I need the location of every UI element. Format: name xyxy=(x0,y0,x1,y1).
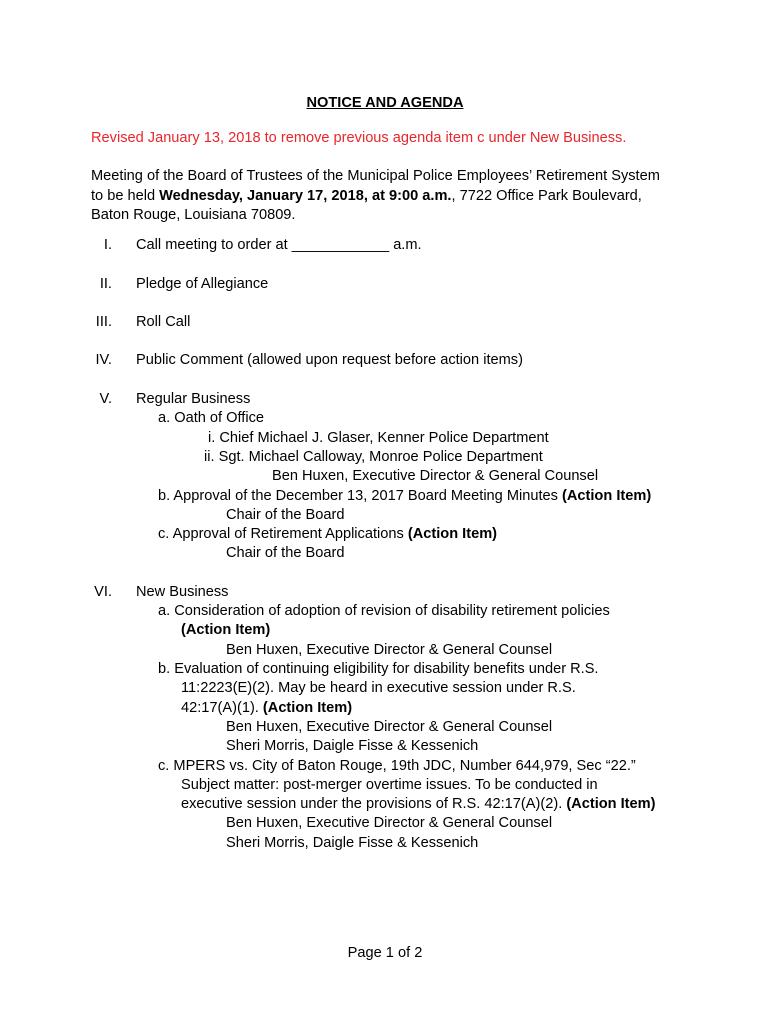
sub-item: c. MPERS vs. City of Baton Rouge, 19th JDC, Number 644,979, Sec “22.” xyxy=(158,758,636,774)
intro-address: , 7722 Office Park Boulevard, Baton Rouge, Louisiana 70809. xyxy=(91,187,642,223)
sub-item xyxy=(158,525,497,544)
sub-item-continued xyxy=(181,699,352,718)
presenter: Sheri Morris, Daigle Fisse & Kessenich xyxy=(226,738,479,754)
intro-text: Meeting of the Board of Trustees of the Municipal Police Employees’ Retirement System to be held xyxy=(91,168,660,204)
item-text: Roll Call xyxy=(136,314,191,330)
sub-sub-item: ii. Sgt. Michael Calloway, Monroe Police Department xyxy=(204,449,543,465)
meeting-intro xyxy=(91,167,661,226)
presenter: Ben Huxen, Executive Director & General Counsel xyxy=(226,642,553,658)
action-item-label: (Action Item) xyxy=(407,526,498,542)
sub-item-text: c. Approval of Retirement Applications xyxy=(158,526,408,542)
item-number: III. xyxy=(95,314,112,330)
revision-notice: Revised January 13, 2018 to remove previous agenda item c under New Business. xyxy=(91,130,627,146)
item-text: Public Comment (allowed upon request before action items) xyxy=(136,352,523,368)
page-number: Page 1 of 2 xyxy=(347,945,423,961)
sub-item-text: executive session under the provisions of R.S. 42:17(A)(2). xyxy=(181,796,567,812)
presenter: Ben Huxen, Executive Director & General Counsel xyxy=(226,815,553,831)
sub-sub-item: i. Chief Michael J. Glaser, Kenner Police Department xyxy=(208,430,549,446)
page-title: NOTICE AND AGENDA xyxy=(306,95,464,111)
sub-item: a. Consideration of adoption of revision of disability retirement policies xyxy=(158,603,610,619)
presenter: Sheri Morris, Daigle Fisse & Kessenich xyxy=(226,835,479,851)
sub-item-text: b. Approval of the December 13, 2017 Board Meeting Minutes xyxy=(158,488,562,504)
presenter: Ben Huxen, Executive Director & General Counsel xyxy=(226,719,553,735)
item-text: Pledge of Allegiance xyxy=(136,276,269,292)
action-item-label: (Action Item) xyxy=(566,796,656,812)
sub-item: b. Evaluation of continuing eligibility for disability benefits under R.S. xyxy=(158,661,599,677)
action-item-label: (Action Item) xyxy=(262,700,353,716)
presenter: Chair of the Board xyxy=(226,545,345,561)
item-number: II. xyxy=(99,276,112,292)
item-number: IV. xyxy=(95,352,112,368)
presenter: Chair of the Board xyxy=(226,507,345,523)
sub-item-continued: Subject matter: post-merger overtime issues. To be conducted in xyxy=(181,777,598,793)
sub-item: a. Oath of Office xyxy=(158,410,264,426)
item-text: Call meeting to order at ____________ a.m. xyxy=(136,237,422,253)
intro-date: Wednesday, January 17, 2018, at 9:00 a.m. xyxy=(159,187,452,204)
sub-item xyxy=(158,487,651,506)
item-number: V. xyxy=(99,391,112,407)
action-item-label xyxy=(181,621,270,640)
item-text: New Business xyxy=(136,584,229,600)
item-number: VI. xyxy=(94,584,112,600)
action-item-label: (Action Item) xyxy=(562,488,652,504)
action-item-text: (Action Item) xyxy=(181,622,271,638)
presenter: Ben Huxen, Executive Director & General Counsel xyxy=(272,468,599,484)
item-number: I. xyxy=(103,237,112,253)
sub-item-continued: 11:2223(E)(2). May be heard in executive session under R.S. xyxy=(181,680,576,696)
sub-item-continued xyxy=(181,795,656,814)
item-text: Regular Business xyxy=(136,391,251,407)
sub-item-text: 42:17(A)(1). xyxy=(181,700,263,716)
